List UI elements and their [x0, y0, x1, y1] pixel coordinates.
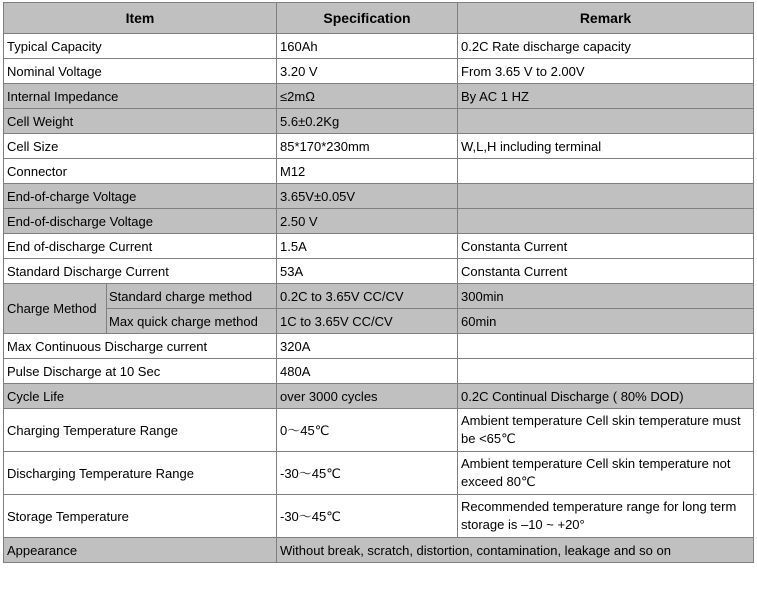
- table-row: [4, 538, 754, 563]
- item-cell: End-of-charge Voltage: [4, 184, 277, 209]
- remark-cell: 60min: [458, 309, 754, 334]
- specification-table: [3, 2, 754, 563]
- remark-cell: Recommended temperature range for long term storage is –10 ~ +20°: [458, 495, 754, 538]
- table-row: [4, 234, 754, 259]
- item-cell: End-of-discharge Voltage: [4, 209, 277, 234]
- remark-cell: Ambient temperature Cell skin temperature must be <65℃: [458, 409, 754, 452]
- table-row: [4, 84, 754, 109]
- remark-cell: 0.2C Rate discharge capacity: [458, 34, 754, 59]
- header-row: [4, 3, 754, 34]
- remark-cell: W,L,H including terminal: [458, 134, 754, 159]
- remark-cell: [458, 209, 754, 234]
- spec-cell: 5.6±0.2Kg: [277, 109, 458, 134]
- sub-item-cell: Standard charge method: [107, 284, 277, 309]
- remark-cell: 300min: [458, 284, 754, 309]
- table-row: [4, 495, 754, 538]
- remark-cell: [458, 159, 754, 184]
- item-cell: End of-discharge Current: [4, 234, 277, 259]
- table-row: [4, 284, 754, 309]
- item-cell: Pulse Discharge at 10 Sec: [4, 359, 277, 384]
- header-specification: Specification: [277, 3, 458, 34]
- remark-cell: [458, 109, 754, 134]
- table-row: [4, 359, 754, 384]
- remark-cell: From 3.65 V to 2.00V: [458, 59, 754, 84]
- table-row: [4, 184, 754, 209]
- remark-cell: [458, 359, 754, 384]
- charge-method-cell: Charge Method: [4, 284, 107, 334]
- table-row: [4, 34, 754, 59]
- spec-cell: 480A: [277, 359, 458, 384]
- spec-cell: 160Ah: [277, 34, 458, 59]
- item-cell: Connector: [4, 159, 277, 184]
- table-row: [4, 309, 754, 334]
- spec-cell: 2.50 V: [277, 209, 458, 234]
- remark-cell: Ambient temperature Cell skin temperature not exceed 80℃: [458, 452, 754, 495]
- item-cell: Discharging Temperature Range: [4, 452, 277, 495]
- spec-cell: 0～45℃: [277, 409, 458, 452]
- table-row: [4, 209, 754, 234]
- spec-cell: 1.5A: [277, 234, 458, 259]
- table-row: [4, 159, 754, 184]
- table-row: [4, 109, 754, 134]
- spec-cell: 0.2C to 3.65V CC/CV: [277, 284, 458, 309]
- table-row: [4, 384, 754, 409]
- spec-cell: ≤2mΩ: [277, 84, 458, 109]
- table-row: [4, 334, 754, 359]
- remark-cell: 0.2C Continual Discharge ( 80% DOD): [458, 384, 754, 409]
- item-cell: Max Continuous Discharge current: [4, 334, 277, 359]
- item-cell: Nominal Voltage: [4, 59, 277, 84]
- sub-item-cell: Max quick charge method: [107, 309, 277, 334]
- table-row: [4, 134, 754, 159]
- remark-cell: [458, 334, 754, 359]
- item-cell: Storage Temperature: [4, 495, 277, 538]
- item-cell: Charging Temperature Range: [4, 409, 277, 452]
- header-remark: Remark: [458, 3, 754, 34]
- item-cell: Appearance: [4, 538, 277, 563]
- item-cell: Internal Impedance: [4, 84, 277, 109]
- table-row: [4, 259, 754, 284]
- table-row: [4, 409, 754, 452]
- spec-cell: M12: [277, 159, 458, 184]
- spec-cell: 85*170*230mm: [277, 134, 458, 159]
- spec-cell: 1C to 3.65V CC/CV: [277, 309, 458, 334]
- item-cell: Cell Size: [4, 134, 277, 159]
- spec-cell: 3.20 V: [277, 59, 458, 84]
- remark-cell: By AC 1 HZ: [458, 84, 754, 109]
- remark-cell: Constanta Current: [458, 234, 754, 259]
- item-cell: Standard Discharge Current: [4, 259, 277, 284]
- spec-cell: 320A: [277, 334, 458, 359]
- table-row: [4, 452, 754, 495]
- spec-cell: -30～45℃: [277, 495, 458, 538]
- remark-cell: [458, 184, 754, 209]
- header-item: Item: [4, 3, 277, 34]
- item-cell: Cell Weight: [4, 109, 277, 134]
- spec-cell: 3.65V±0.05V: [277, 184, 458, 209]
- spec-cell: over 3000 cycles: [277, 384, 458, 409]
- table-row: [4, 59, 754, 84]
- spec-cell: -30～45℃: [277, 452, 458, 495]
- item-cell: Typical Capacity: [4, 34, 277, 59]
- item-cell: Cycle Life: [4, 384, 277, 409]
- spec-cell: Without break, scratch, distortion, contamination, leakage and so on: [277, 538, 754, 563]
- spec-cell: 53A: [277, 259, 458, 284]
- remark-cell: Constanta Current: [458, 259, 754, 284]
